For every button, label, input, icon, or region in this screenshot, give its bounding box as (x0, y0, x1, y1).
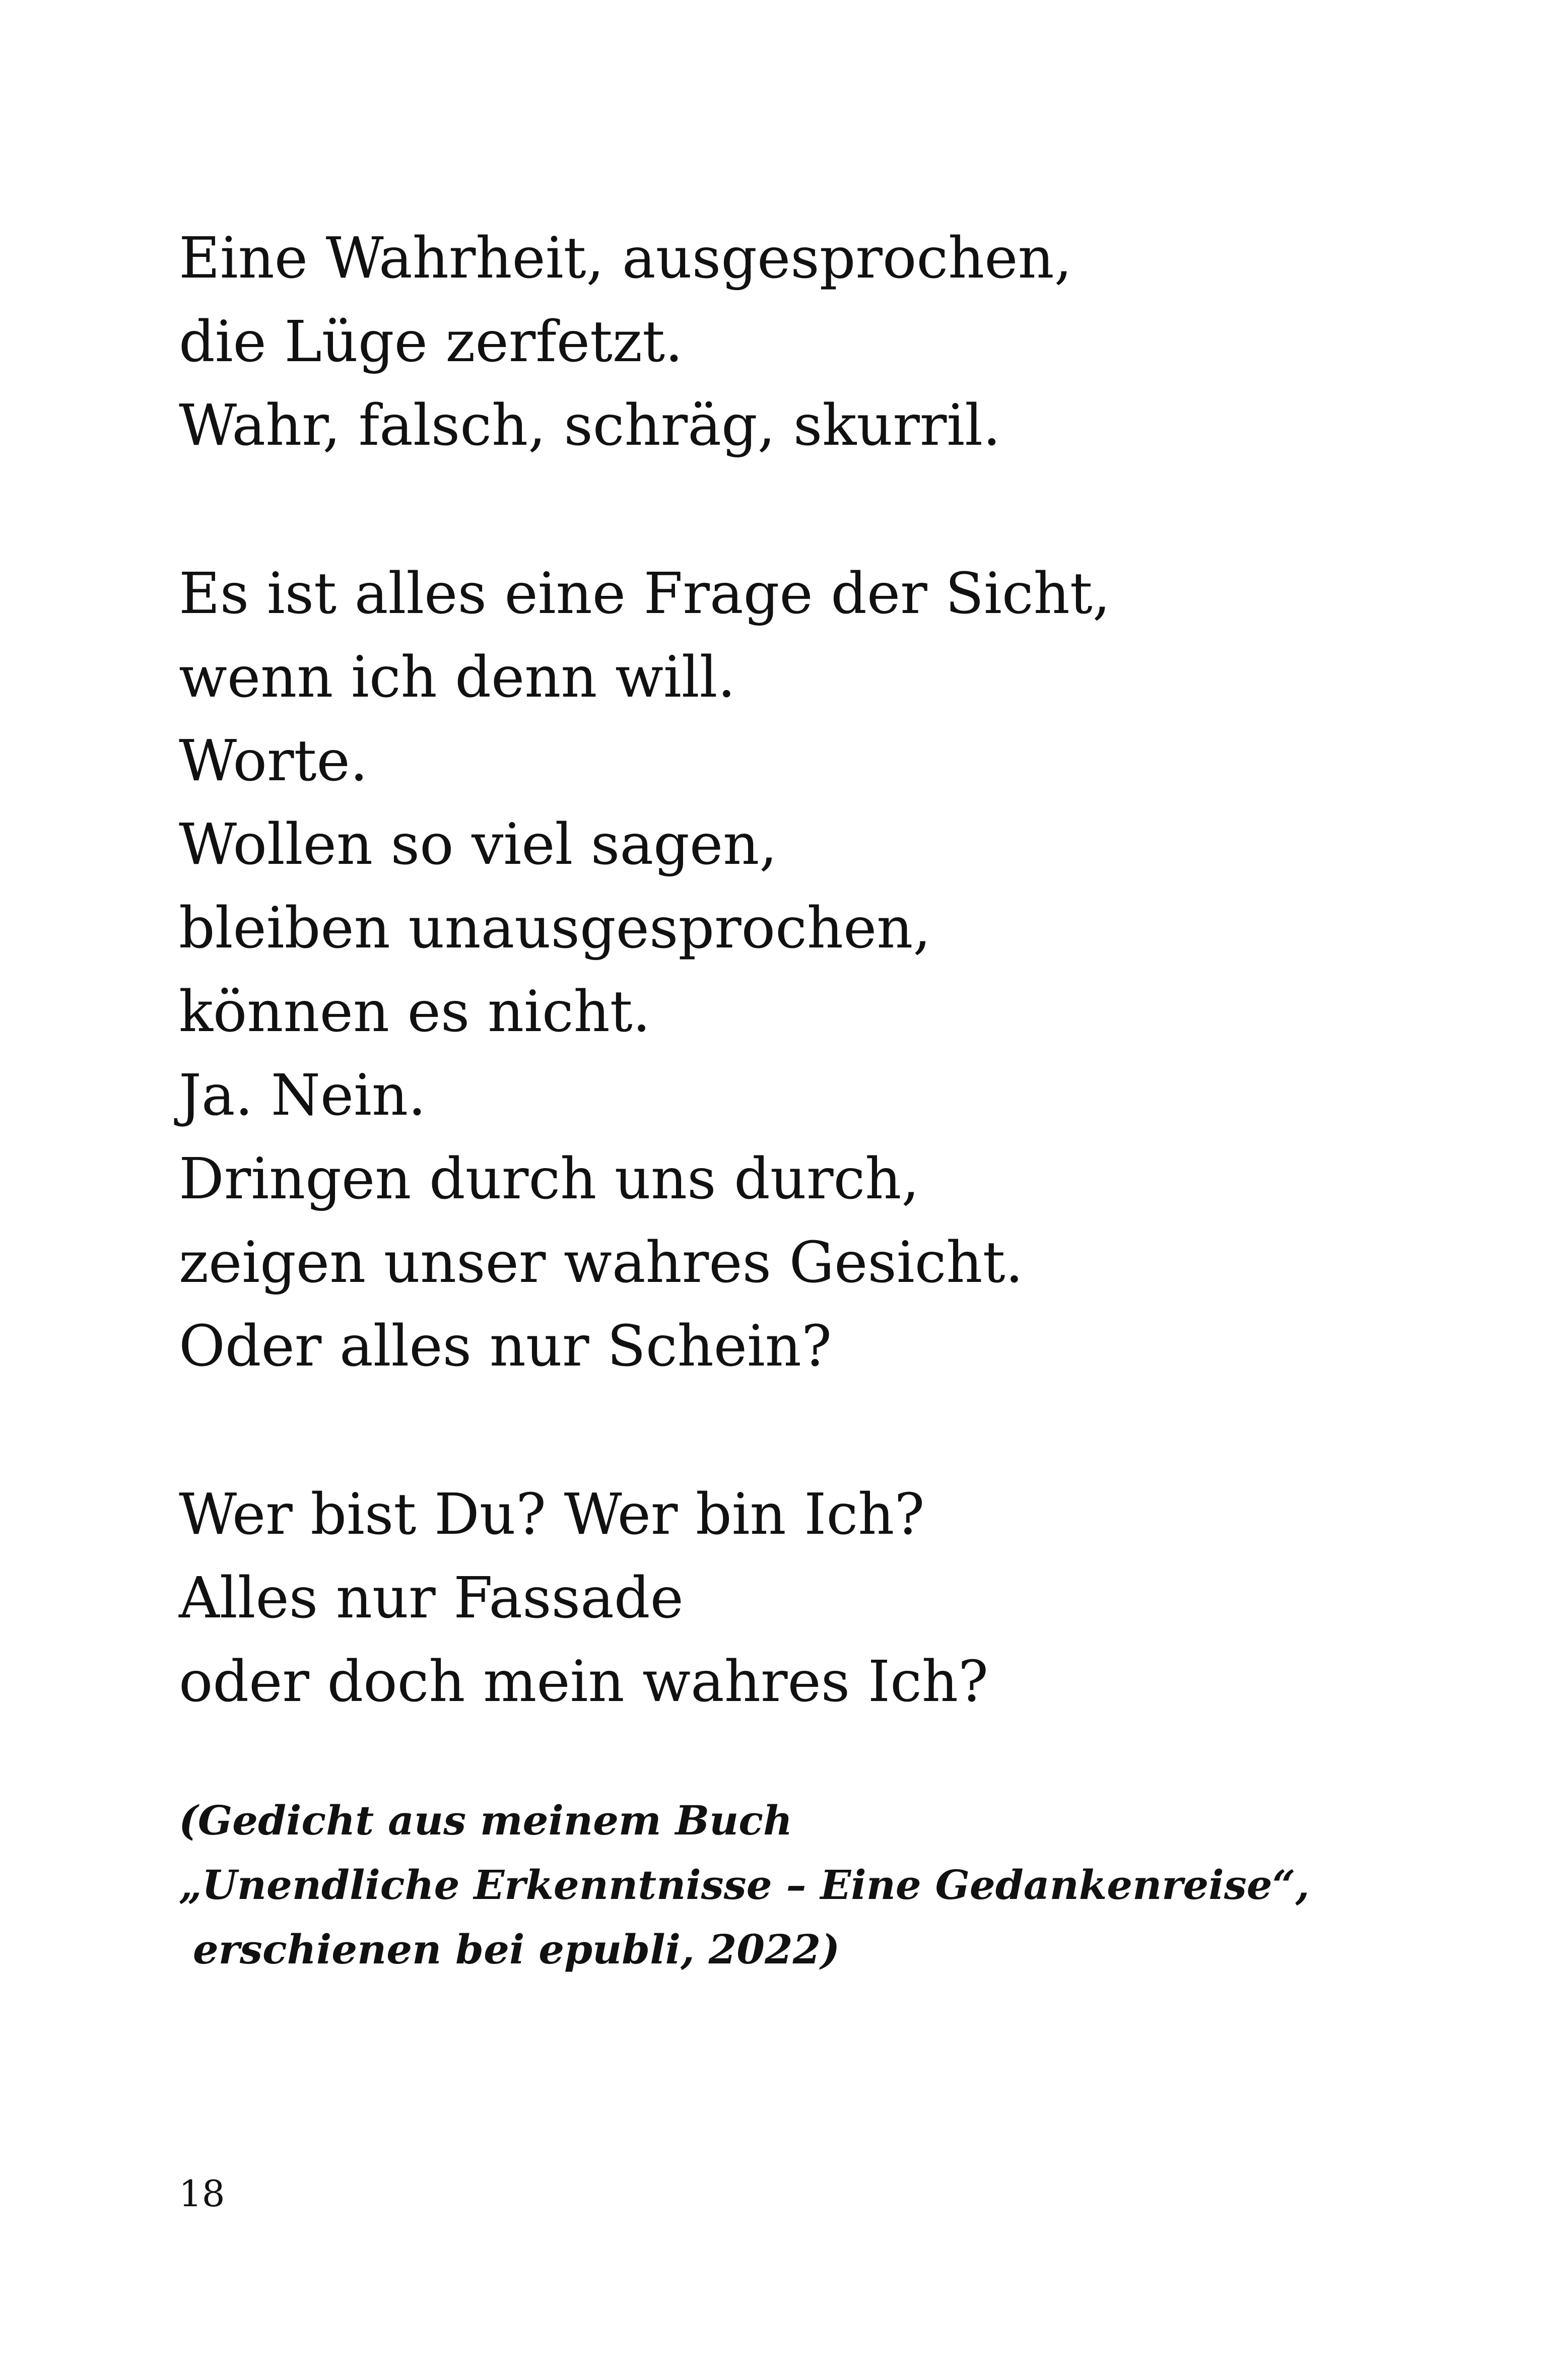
poem-line: Eine Wahrheit, ausgesprochen, (179, 226, 1072, 291)
stanza-1 (179, 217, 1337, 467)
poem-line: Wer bist Du? Wer bin Ich? (179, 1482, 925, 1547)
poem-line: zeigen unser wahres Gesicht. (179, 1230, 1024, 1296)
source-note (179, 1788, 1438, 1982)
page-number: 18 (179, 2172, 225, 2215)
poem-line: wenn ich denn will. (179, 645, 736, 710)
poem-line: können es nicht. (179, 979, 651, 1045)
stanza-3 (179, 1473, 1337, 1724)
poem-line: Ja. Nein. (179, 1063, 426, 1128)
poem-line: Wahr, falsch, schräg, skurril. (179, 393, 1001, 458)
poem-line: Es ist alles eine Frage der Sicht, (179, 561, 1111, 627)
poem (179, 217, 1337, 1808)
poem-line: bleiben unausgesprochen, (179, 896, 931, 961)
stanza-2 (179, 552, 1337, 1388)
poem-line: oder doch mein wahres Ich? (179, 1649, 988, 1715)
source-note-line: (Gedicht aus meinem Buch (179, 1797, 793, 1844)
poem-line: Oder alles nur Schein? (179, 1314, 832, 1379)
poem-line: Worte. (179, 728, 368, 794)
poem-line: Alles nur Fassade (179, 1566, 684, 1631)
source-note-line: erschienen bei epubli, 2022) (179, 1926, 840, 1973)
poem-line: die Lüge zerfetzt. (179, 309, 683, 375)
poem-line: Dringen durch uns durch, (179, 1146, 919, 1212)
poem-line: Wollen so viel sagen, (179, 812, 777, 877)
source-note-line: „Unendliche Erkenntnisse – Eine Gedankenreise“, (179, 1861, 1310, 1909)
